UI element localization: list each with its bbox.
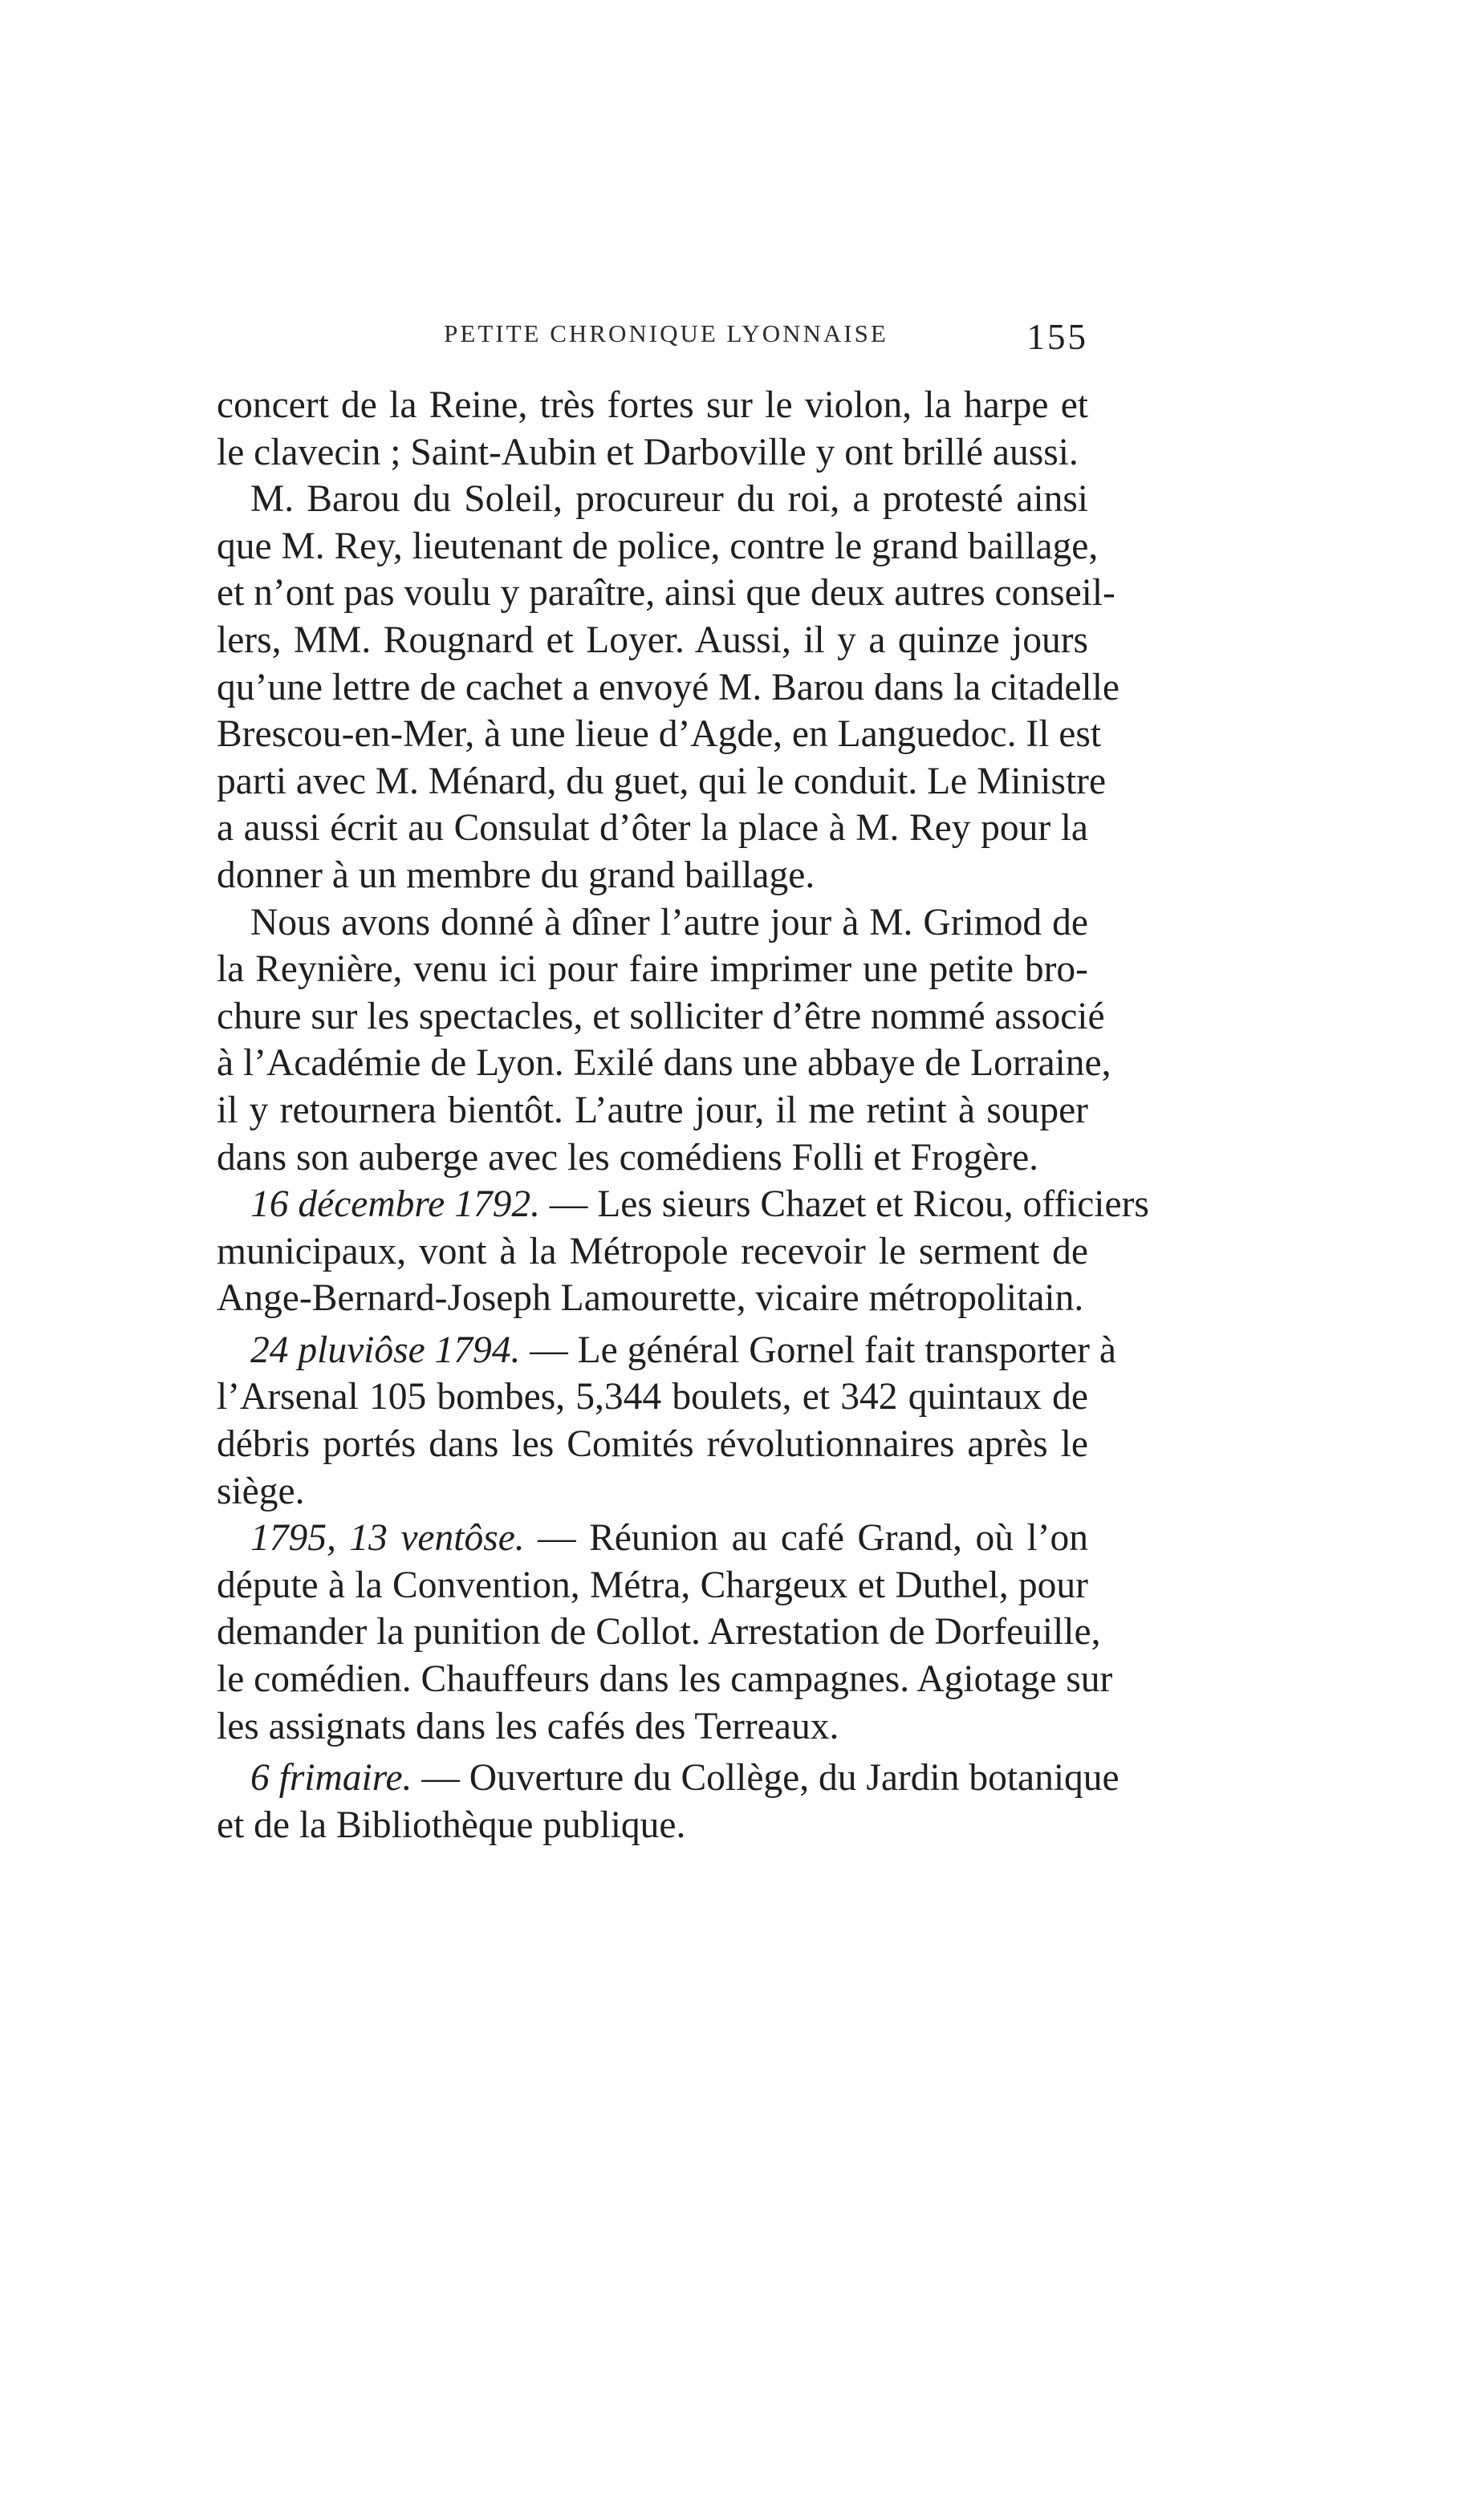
text-line: [217, 1755, 1120, 1802]
paragraph: [217, 899, 1111, 1182]
entry-date: 24 pluviôse 1794.: [250, 1329, 521, 1371]
entry-text: — Ouverture du Collège, du Jardin botanique: [412, 1757, 1120, 1800]
text-line: [217, 1327, 1116, 1374]
body-text: [217, 382, 1149, 1848]
text-line: siège.: [217, 1470, 305, 1512]
text-line: le comédien. Chauffeurs dans les campagnes. Agiotage sur: [217, 1658, 1113, 1701]
dated-entry: [217, 1181, 1149, 1322]
text-line: [217, 1181, 1149, 1228]
text-line: et n’ont pas voulu y paraître, ainsi que deux autres conseil-: [217, 572, 1115, 615]
text-line: la Reynière, venu ici pour faire imprimer une petite bro-: [217, 948, 1088, 991]
dated-entry: [217, 1755, 1120, 1848]
text-line: parti avec M. Ménard, du guet, qui le conduit. Le Ministre: [217, 760, 1107, 802]
dated-entry: [217, 1515, 1113, 1750]
text-line: Ange-Bernard-Joseph Lamourette, vicaire métropolitain.: [217, 1277, 1084, 1320]
text-line: lers, MM. Rougnard et Loyer. Aussi, il y a quinze jours: [217, 619, 1088, 661]
text-line: l’Arsenal 105 bombes, 5,344 boulets, et 342 quintaux de: [217, 1376, 1088, 1418]
text-line: concert de la Reine, très fortes sur le violon, la harpe et: [217, 384, 1088, 426]
text-line: les assignats dans les cafés des Terreaux.: [217, 1705, 839, 1747]
text-line: il y retournera bientôt. L’autre jour, il me retint à souper: [217, 1089, 1088, 1131]
text-line: et de la Bibliothèque publique.: [217, 1804, 686, 1846]
text-line: donner à un membre du grand baillage.: [217, 854, 815, 896]
text-line: dans son auberge avec les comédiens Folli et Frogère.: [217, 1136, 1039, 1179]
page-number: 155: [1026, 317, 1088, 357]
text-line: députe à la Convention, Métra, Chargeux et Duthel, pour: [217, 1564, 1088, 1606]
text-line: M. Barou du Soleil, procureur du roi, a protesté ainsi: [250, 478, 1088, 521]
running-title: PETITE CHRONIQUE LYONNAISE: [444, 319, 888, 347]
text-line: chure sur les spectacles, et solliciter d’être nommé associé: [217, 995, 1105, 1037]
entry-date: 6 frimaire.: [250, 1757, 412, 1800]
text-line: municipaux, vont à la Métropole recevoir le serment de: [217, 1230, 1088, 1272]
entry-text: — Les sieurs Chazet et Ricou, officiers: [539, 1183, 1149, 1226]
entry-date: 1795, 13 ventôse.: [250, 1517, 525, 1560]
entry-text: — Le général Gornel fait transporter à: [520, 1329, 1116, 1371]
text-line: à l’Académie de Lyon. Exilé dans une abbaye de Lorraine,: [217, 1042, 1111, 1085]
text-line: [217, 1515, 1088, 1562]
entry-text: — Réunion au café Grand, où l’on: [524, 1517, 1088, 1560]
text-line: Nous avons donné à dîner l’autre jour à M. Grimod de: [250, 901, 1088, 943]
dated-entry: [217, 1327, 1116, 1515]
text-line: que M. Rey, lieutenant de police, contre le grand baillage,: [217, 525, 1099, 567]
text-line: débris portés dans les Comités révolutionnaires après le: [217, 1423, 1088, 1466]
text-line: le clavecin ; Saint-Aubin et Darboville y ont brillé aussi.: [217, 431, 1079, 473]
running-head: [217, 319, 1088, 367]
paragraph: [217, 476, 1120, 899]
entry-date: 16 décembre 1792.: [250, 1183, 540, 1226]
paragraph: [217, 382, 1088, 476]
text-line: Brescou-en-Mer, à une lieue d’Agde, en Languedoc. Il est: [217, 713, 1102, 756]
text-line: qu’une lettre de cachet a envoyé M. Barou dans la citadelle: [217, 666, 1120, 708]
text-line: a aussi écrit au Consulat d’ôter la place à M. Rey pour la: [217, 807, 1088, 850]
text-line: demander la punition de Collot. Arrestation de Dorfeuille,: [217, 1611, 1101, 1654]
